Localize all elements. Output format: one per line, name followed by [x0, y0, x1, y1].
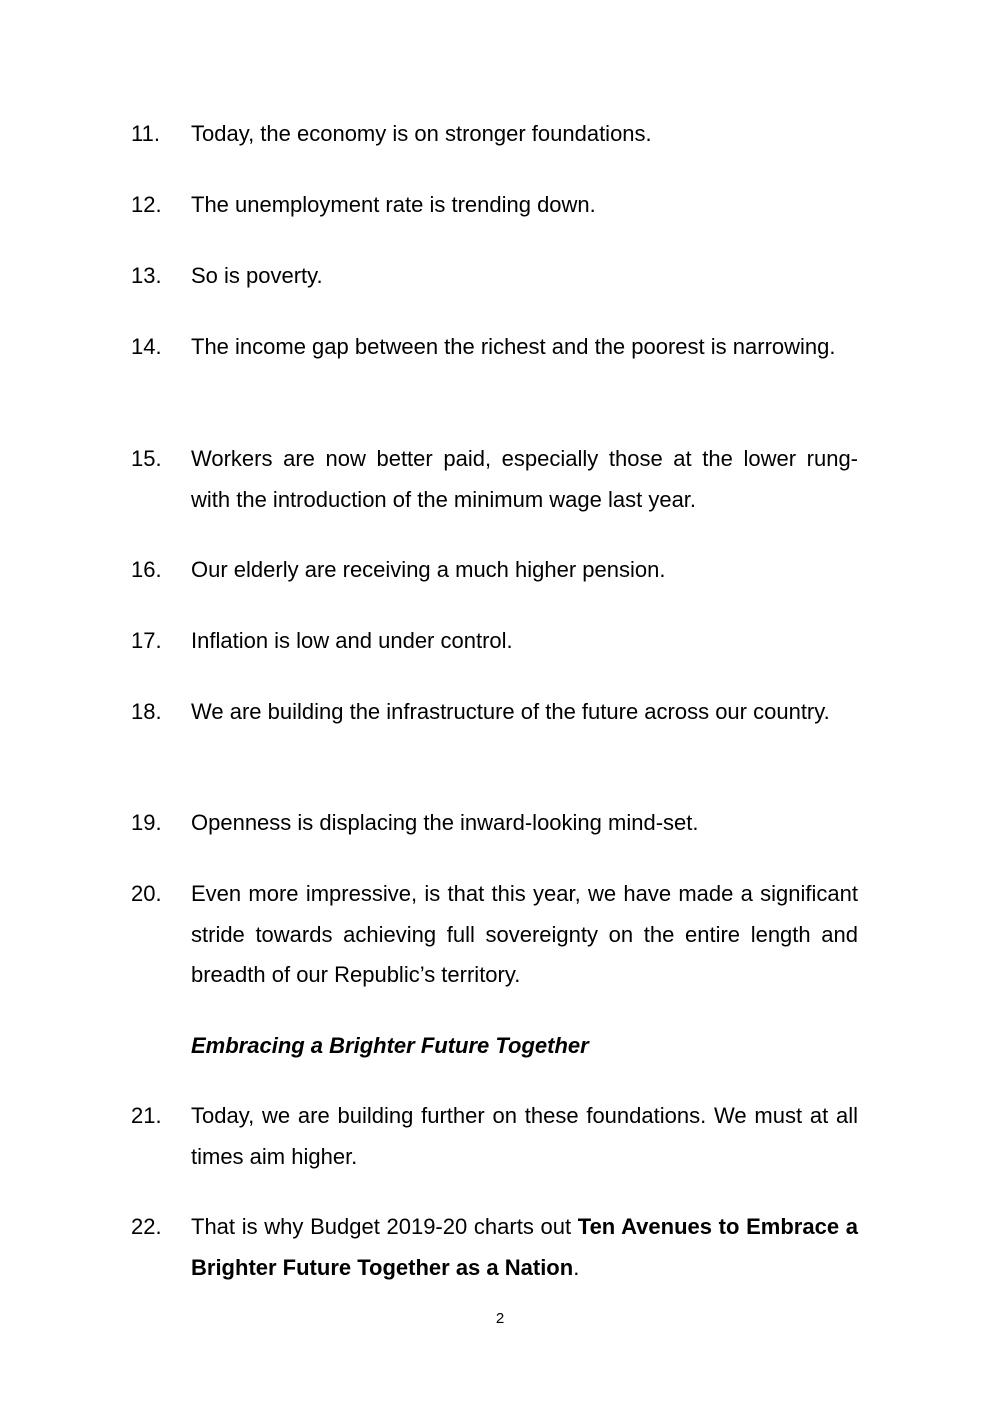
- section-heading: Embracing a Brighter Future Together: [191, 1033, 589, 1058]
- paragraph-text: Workers are now better paid, especially those at the lower rung- with the introduction of the minimum wage last year.: [191, 446, 858, 512]
- paragraph-number: 17.: [131, 628, 162, 653]
- paragraph-text: Today, the economy is on stronger foundations.: [191, 121, 652, 146]
- paragraph-14: [131, 327, 858, 368]
- paragraph-text-regular: That is why Budget 2019-20 charts out: [191, 1214, 578, 1239]
- paragraph-text: Inflation is low and under control.: [191, 628, 513, 653]
- page-number: 2: [495, 1310, 505, 1327]
- paragraph-11: [131, 114, 858, 155]
- paragraph-number: 18.: [131, 699, 162, 724]
- paragraph-text: Today, we are building further on these foundations. We must at all times aim higher.: [191, 1103, 858, 1169]
- paragraph-text: Our elderly are receiving a much higher pension.: [191, 557, 666, 582]
- paragraph-number: 21.: [131, 1103, 162, 1128]
- paragraph-number: 12.: [131, 192, 162, 217]
- paragraph-20: [131, 874, 858, 996]
- paragraph-text: The income gap between the richest and the poorest is narrowing.: [191, 334, 836, 359]
- paragraph-number: 14.: [131, 334, 162, 359]
- paragraph-number: 15.: [131, 446, 162, 471]
- paragraph-18: [131, 692, 858, 733]
- paragraph-number: 19.: [131, 810, 162, 835]
- paragraph-number: 13.: [131, 263, 162, 288]
- paragraph-number: 20.: [131, 881, 162, 906]
- paragraph-13: [131, 256, 858, 297]
- paragraph-text: Openness is displacing the inward-looking mind-set.: [191, 810, 699, 835]
- paragraph-text: We are building the infrastructure of the future across our country.: [191, 699, 830, 724]
- paragraph-text: [191, 1207, 858, 1288]
- paragraph-17: [131, 621, 858, 662]
- paragraph-15: [131, 439, 858, 520]
- paragraph-21: [131, 1096, 858, 1177]
- paragraph-16: [131, 550, 858, 591]
- paragraph-text: So is poverty.: [191, 263, 323, 288]
- paragraph-19: [131, 803, 858, 844]
- paragraph-text-bold: Ten Avenues to Embrace a Brighter Future Together as a Nation: [191, 1214, 858, 1280]
- paragraph-number: 16.: [131, 557, 162, 582]
- paragraph-text: Even more impressive, is that this year, we have made a significant stride towards achieving full sovereignty on the entire length and breadth of our Republic’s territory.: [191, 881, 858, 987]
- paragraph-text: The unemployment rate is trending down.: [191, 192, 596, 217]
- paragraph-12: [131, 185, 858, 226]
- paragraph-text-end: .: [573, 1254, 580, 1280]
- paragraph-number: 22.: [131, 1214, 162, 1239]
- paragraph-22: [131, 1207, 858, 1288]
- paragraph-number: 11.: [131, 121, 160, 146]
